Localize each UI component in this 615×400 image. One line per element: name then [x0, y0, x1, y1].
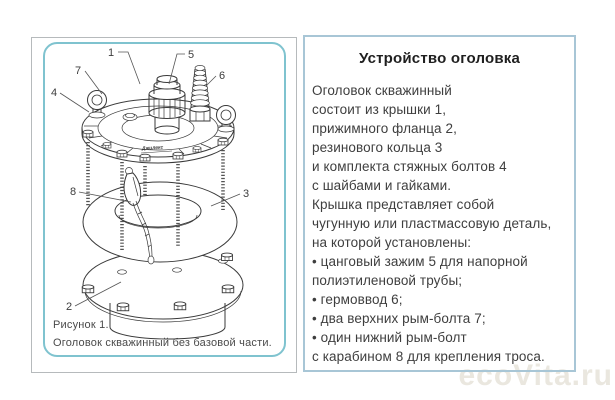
brand-logo-text: Джилекс: [141, 144, 164, 152]
watermark: ecoVita.ru: [458, 359, 613, 392]
description-line: Оголовок скважинный: [312, 83, 452, 98]
panel-title: Устройство оголовка: [358, 50, 521, 67]
description-line: • гермоввод 6;: [312, 292, 403, 307]
callout-4: 4: [50, 87, 58, 99]
callout-2: 2: [65, 301, 73, 313]
description-panel: [303, 35, 576, 372]
description-line: • один нижний рым-болт: [312, 330, 467, 345]
description-line: состоит из крышки 1,: [312, 102, 447, 117]
description-line: • два верхних рым-болта 7;: [312, 311, 486, 326]
description-line: резинового кольца 3: [312, 140, 443, 155]
figure-caption: [53, 316, 272, 352]
figure-caption-line1: Рисунок 1.: [53, 319, 109, 331]
description-line: с карабином 8 для крепления троса.: [312, 349, 545, 364]
wellhead-technical-drawing: [45, 44, 284, 355]
callout-6: 6: [218, 70, 226, 82]
description-line: прижимного фланца 2,: [312, 121, 457, 136]
callout-7: 7: [74, 65, 82, 77]
callout-5: 5: [187, 49, 195, 61]
port-plug: [123, 113, 137, 120]
rubber-ring: [83, 182, 237, 262]
description-line: чугунную или пластмассовую деталь,: [312, 216, 552, 231]
figure-panel: [43, 42, 286, 357]
description-line: • цанговый зажим 5 для напорной: [312, 254, 528, 269]
eye-bolt-left: [88, 91, 107, 119]
description-line: полиэтиленовой трубы;: [312, 273, 463, 288]
eye-bolt-right: [217, 106, 236, 133]
cable-gland: [190, 65, 210, 121]
description-line: и комплекта стяжных болтов 4: [312, 159, 507, 174]
description-text: [312, 81, 571, 366]
description-line: с шайбами и гайками.: [312, 178, 452, 193]
callout-8: 8: [69, 186, 77, 198]
figure-caption-line2: Оголовок скважинный без базовой части.: [53, 337, 272, 349]
callout-1: 1: [107, 47, 115, 59]
description-line: Крышка представляет собой: [312, 197, 495, 212]
callout-3: 3: [242, 188, 250, 200]
description-line: на которой установлены:: [312, 235, 472, 250]
